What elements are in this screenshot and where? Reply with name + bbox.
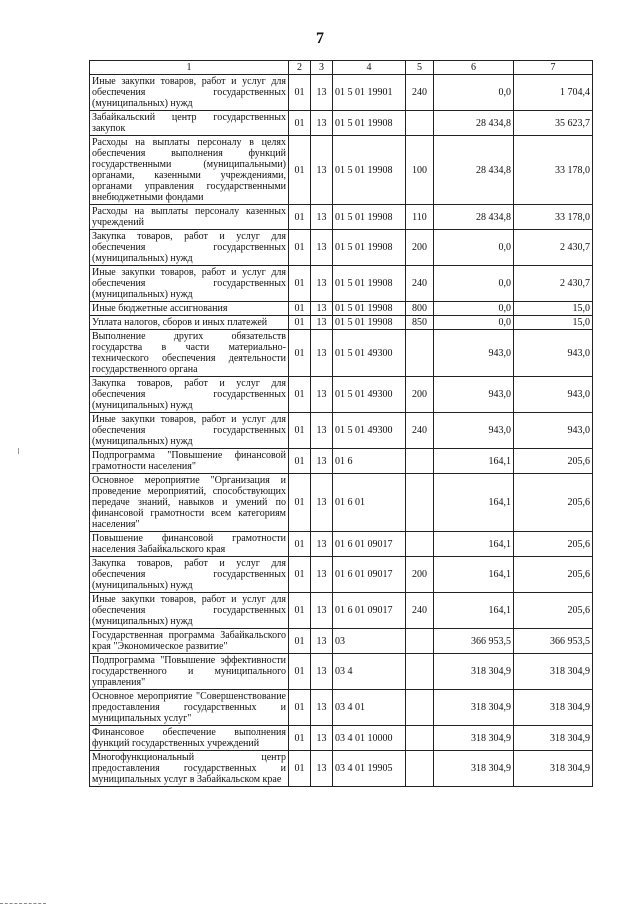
row-target-article: 01 6 01 09017 [333, 557, 406, 593]
row-section-code: 01 [289, 751, 311, 787]
row-name: Иные закупки товаров, работ и услуг для обеспечения государственных (муниципальных) нужд [90, 75, 289, 111]
row-name: Иные закупки товаров, работ и услуг для обеспечения государственных (муниципальных) нужд [90, 413, 289, 449]
row-target-article: 01 6 01 09017 [333, 532, 406, 557]
row-name: Подпрограмма "Повышение финансовой грамотности населения" [90, 449, 289, 474]
column-header: 3 [311, 61, 333, 75]
row-amount-year1: 0,0 [434, 230, 514, 266]
row-section-code: 01 [289, 266, 311, 302]
row-amount-year1: 0,0 [434, 316, 514, 330]
row-subsection-code: 13 [311, 474, 333, 532]
table-header-row [90, 61, 593, 75]
row-expense-type [406, 449, 434, 474]
budget-table [89, 60, 593, 787]
row-section-code: 01 [289, 474, 311, 532]
row-amount-year1: 318 304,9 [434, 690, 514, 726]
table-row [90, 413, 593, 449]
row-amount-year1: 943,0 [434, 330, 514, 377]
row-name: Расходы на выплаты персоналу казенных учреждений [90, 205, 289, 230]
row-target-article: 01 6 [333, 449, 406, 474]
row-target-article: 01 5 01 19908 [333, 136, 406, 205]
row-subsection-code: 13 [311, 230, 333, 266]
row-section-code: 01 [289, 690, 311, 726]
row-amount-year2: 2 430,7 [514, 266, 593, 302]
row-target-article: 01 5 01 19908 [333, 266, 406, 302]
table-row [90, 629, 593, 654]
row-amount-year1: 28 434,8 [434, 111, 514, 136]
row-amount-year2: 205,6 [514, 474, 593, 532]
row-amount-year2: 33 178,0 [514, 136, 593, 205]
row-amount-year1: 0,0 [434, 302, 514, 316]
row-expense-type: 200 [406, 557, 434, 593]
row-name: Закупка товаров, работ и услуг для обеспечения государственных (муниципальных) нужд [90, 557, 289, 593]
row-amount-year1: 28 434,8 [434, 136, 514, 205]
row-section-code: 01 [289, 532, 311, 557]
row-subsection-code: 13 [311, 751, 333, 787]
row-expense-type: 100 [406, 136, 434, 205]
row-name: Забайкальский центр государственных закупок [90, 111, 289, 136]
row-name: Государственная программа Забайкальского края "Экономическое развитие" [90, 629, 289, 654]
row-target-article: 01 5 01 19908 [333, 205, 406, 230]
row-amount-year2: 15,0 [514, 316, 593, 330]
row-amount-year2: 318 304,9 [514, 726, 593, 751]
row-name: Финансовое обеспечение выполнения функций государственных учреждений [90, 726, 289, 751]
row-name: Уплата налогов, сборов и иных платежей [90, 316, 289, 330]
row-name: Повышение финансовой грамотности населения Забайкальского края [90, 532, 289, 557]
row-expense-type: 240 [406, 266, 434, 302]
row-section-code: 01 [289, 316, 311, 330]
row-name: Расходы на выплаты персоналу в целях обеспечения выполнения функций государственными (муниципальными) органами, казенными учреждениями, органами управления государственными внебюджетными фондами [90, 136, 289, 205]
row-subsection-code: 13 [311, 532, 333, 557]
row-section-code: 01 [289, 593, 311, 629]
row-target-article: 01 5 01 19908 [333, 111, 406, 136]
row-section-code: 01 [289, 302, 311, 316]
row-name: Иные бюджетные ассигнования [90, 302, 289, 316]
column-header: 1 [90, 61, 289, 75]
row-section-code: 01 [289, 377, 311, 413]
table-row [90, 726, 593, 751]
row-amount-year1: 318 304,9 [434, 654, 514, 690]
row-expense-type [406, 629, 434, 654]
table-row [90, 474, 593, 532]
row-target-article: 01 5 01 19908 [333, 302, 406, 316]
row-target-article: 03 4 01 19905 [333, 751, 406, 787]
page-number: 7 [316, 30, 324, 47]
table-row [90, 316, 593, 330]
row-target-article: 01 6 01 09017 [333, 593, 406, 629]
row-subsection-code: 13 [311, 330, 333, 377]
row-subsection-code: 13 [311, 690, 333, 726]
row-expense-type: 200 [406, 230, 434, 266]
row-amount-year2: 205,6 [514, 593, 593, 629]
column-header: 4 [333, 61, 406, 75]
column-header: 5 [406, 61, 434, 75]
row-amount-year2: 205,6 [514, 532, 593, 557]
row-amount-year2: 318 304,9 [514, 751, 593, 787]
row-amount-year2: 33 178,0 [514, 205, 593, 230]
row-name: Выполнение других обязательств государства в части материально-технического обеспечения деятельности государственного органа [90, 330, 289, 377]
row-expense-type: 200 [406, 377, 434, 413]
row-section-code: 01 [289, 654, 311, 690]
row-amount-year2: 205,6 [514, 557, 593, 593]
row-name: Основное мероприятие "Организация и проведение мероприятий, способствующих передаче знаний, навыков и умений по финансовой грамотности всем категориям населения" [90, 474, 289, 532]
row-section-code: 01 [289, 629, 311, 654]
row-amount-year1: 943,0 [434, 377, 514, 413]
table-row [90, 111, 593, 136]
row-expense-type [406, 111, 434, 136]
row-expense-type [406, 690, 434, 726]
row-target-article: 01 5 01 49300 [333, 330, 406, 377]
row-subsection-code: 13 [311, 111, 333, 136]
row-name: Многофункциональный центр предоставления государственных и муниципальных услуг в Забайкальском крае [90, 751, 289, 787]
row-subsection-code: 13 [311, 75, 333, 111]
table-row [90, 690, 593, 726]
table-row [90, 751, 593, 787]
table-row [90, 266, 593, 302]
row-amount-year1: 164,1 [434, 532, 514, 557]
row-target-article: 01 5 01 49300 [333, 413, 406, 449]
row-name: Закупка товаров, работ и услуг для обеспечения государственных (муниципальных) нужд [90, 377, 289, 413]
row-subsection-code: 13 [311, 629, 333, 654]
scan-mark [18, 448, 19, 454]
table-row [90, 593, 593, 629]
row-expense-type [406, 532, 434, 557]
row-section-code: 01 [289, 413, 311, 449]
row-amount-year1: 164,1 [434, 449, 514, 474]
table-row [90, 557, 593, 593]
row-target-article: 01 6 01 [333, 474, 406, 532]
row-subsection-code: 13 [311, 266, 333, 302]
table-row [90, 330, 593, 377]
row-expense-type [406, 474, 434, 532]
row-subsection-code: 13 [311, 377, 333, 413]
row-expense-type: 800 [406, 302, 434, 316]
row-amount-year2: 943,0 [514, 413, 593, 449]
row-section-code: 01 [289, 75, 311, 111]
table-row [90, 532, 593, 557]
row-amount-year1: 0,0 [434, 266, 514, 302]
row-amount-year2: 366 953,5 [514, 629, 593, 654]
row-subsection-code: 13 [311, 205, 333, 230]
row-amount-year1: 28 434,8 [434, 205, 514, 230]
row-section-code: 01 [289, 205, 311, 230]
row-amount-year2: 15,0 [514, 302, 593, 316]
row-amount-year2: 2 430,7 [514, 230, 593, 266]
row-amount-year1: 164,1 [434, 593, 514, 629]
scan-edge-line [0, 903, 46, 905]
row-section-code: 01 [289, 136, 311, 205]
row-section-code: 01 [289, 111, 311, 136]
table-row [90, 377, 593, 413]
row-expense-type [406, 726, 434, 751]
row-amount-year2: 205,6 [514, 449, 593, 474]
row-subsection-code: 13 [311, 557, 333, 593]
row-name: Подпрограмма "Повышение эффективности государственного и муниципального управления" [90, 654, 289, 690]
row-expense-type [406, 654, 434, 690]
row-name: Закупка товаров, работ и услуг для обеспечения государственных (муниципальных) нужд [90, 230, 289, 266]
table-row [90, 654, 593, 690]
row-amount-year2: 318 304,9 [514, 690, 593, 726]
row-expense-type [406, 330, 434, 377]
row-target-article: 01 5 01 19908 [333, 316, 406, 330]
table-row [90, 449, 593, 474]
row-expense-type: 240 [406, 75, 434, 111]
table-row [90, 302, 593, 316]
row-expense-type: 110 [406, 205, 434, 230]
row-target-article: 03 4 [333, 654, 406, 690]
row-section-code: 01 [289, 557, 311, 593]
row-subsection-code: 13 [311, 654, 333, 690]
row-amount-year2: 943,0 [514, 330, 593, 377]
row-subsection-code: 13 [311, 726, 333, 751]
row-target-article: 01 5 01 19901 [333, 75, 406, 111]
row-name: Иные закупки товаров, работ и услуг для обеспечения государственных (муниципальных) нужд [90, 266, 289, 302]
row-name: Иные закупки товаров, работ и услуг для обеспечения государственных (муниципальных) нужд [90, 593, 289, 629]
row-amount-year1: 164,1 [434, 474, 514, 532]
row-section-code: 01 [289, 449, 311, 474]
row-subsection-code: 13 [311, 413, 333, 449]
row-expense-type: 240 [406, 413, 434, 449]
row-amount-year1: 318 304,9 [434, 726, 514, 751]
row-amount-year1: 943,0 [434, 413, 514, 449]
row-target-article: 03 [333, 629, 406, 654]
row-target-article: 01 5 01 19908 [333, 230, 406, 266]
row-target-article: 03 4 01 [333, 690, 406, 726]
row-section-code: 01 [289, 726, 311, 751]
row-amount-year1: 318 304,9 [434, 751, 514, 787]
row-expense-type: 240 [406, 593, 434, 629]
row-target-article: 01 5 01 49300 [333, 377, 406, 413]
column-header: 2 [289, 61, 311, 75]
row-name: Основное мероприятие "Совершенствование предоставления государственных и муниципальных услуг" [90, 690, 289, 726]
row-amount-year2: 35 623,7 [514, 111, 593, 136]
row-subsection-code: 13 [311, 316, 333, 330]
row-amount-year1: 0,0 [434, 75, 514, 111]
row-subsection-code: 13 [311, 593, 333, 629]
row-amount-year2: 1 704,4 [514, 75, 593, 111]
row-section-code: 01 [289, 330, 311, 377]
row-amount-year1: 366 953,5 [434, 629, 514, 654]
table-row [90, 75, 593, 111]
row-target-article: 03 4 01 10000 [333, 726, 406, 751]
row-amount-year2: 943,0 [514, 377, 593, 413]
row-subsection-code: 13 [311, 449, 333, 474]
row-expense-type: 850 [406, 316, 434, 330]
row-amount-year1: 164,1 [434, 557, 514, 593]
row-subsection-code: 13 [311, 136, 333, 205]
row-expense-type [406, 751, 434, 787]
column-header: 7 [514, 61, 593, 75]
row-amount-year2: 318 304,9 [514, 654, 593, 690]
table-row [90, 205, 593, 230]
table-body [90, 75, 593, 787]
row-subsection-code: 13 [311, 302, 333, 316]
column-header: 6 [434, 61, 514, 75]
row-section-code: 01 [289, 230, 311, 266]
table-row [90, 136, 593, 205]
table-row [90, 230, 593, 266]
